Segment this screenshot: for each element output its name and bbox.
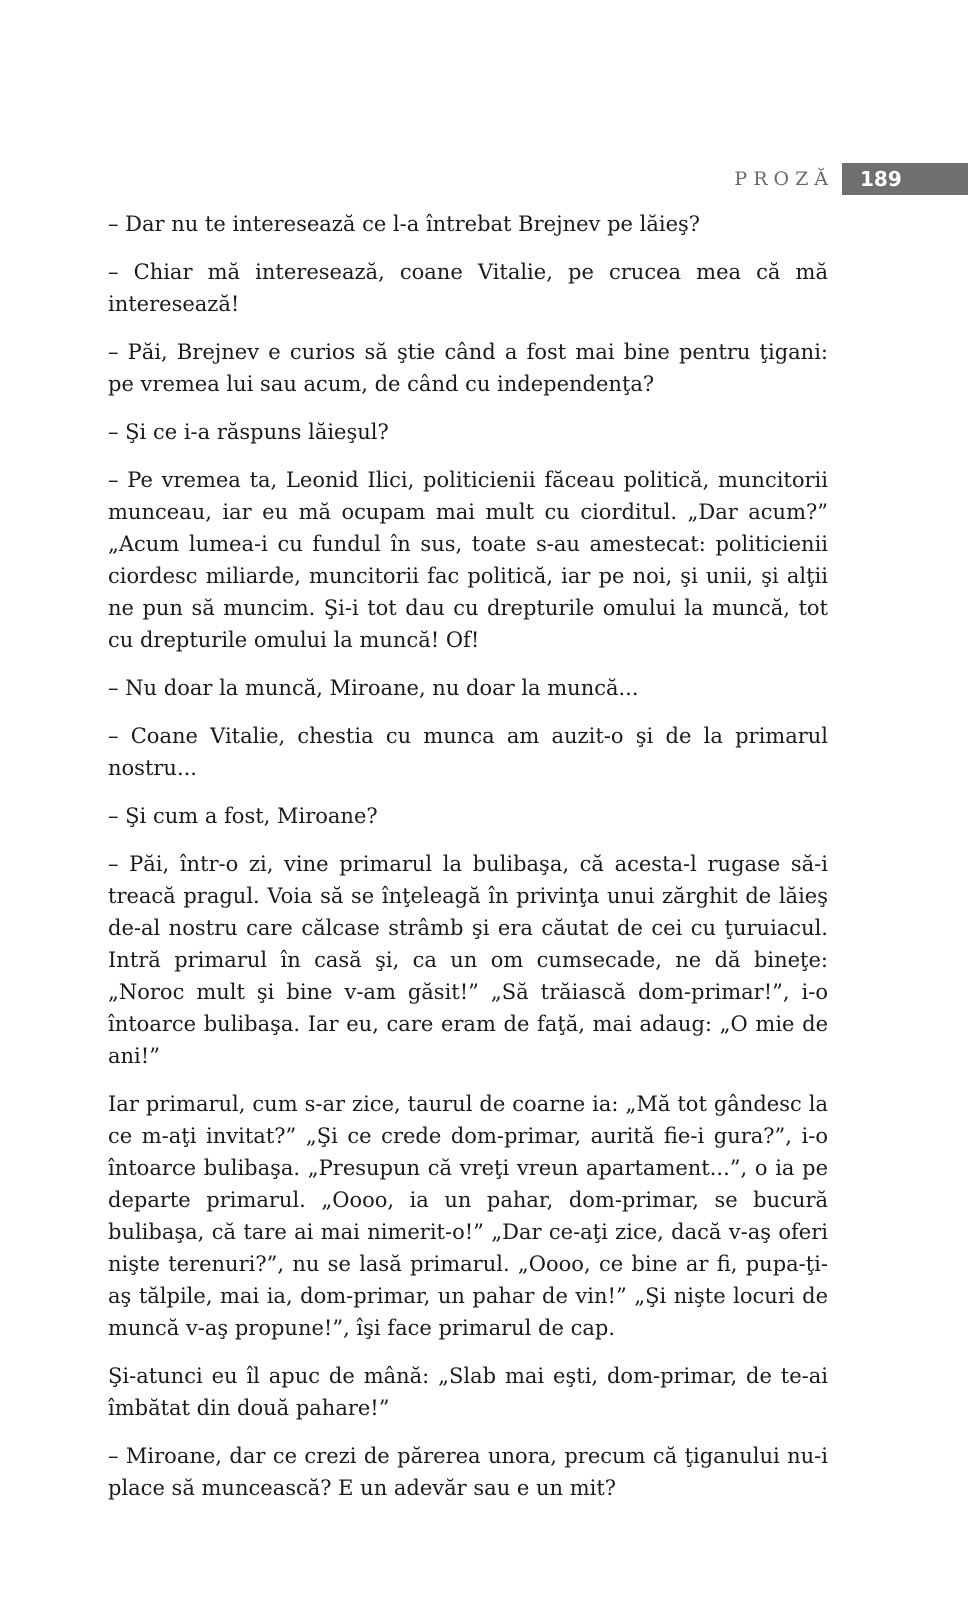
paragraph: – Păi, Brejnev e curios să ştie când a fost mai bine pentru ţigani: pe vremea lui sau acum, de când cu independenţa? xyxy=(108,340,828,396)
paragraph: Şi-atunci eu îl apuc de mână: „Slab mai eşti, dom-primar, de te-ai îmbătat din două pahare!” xyxy=(108,1364,828,1420)
running-head xyxy=(734,163,968,195)
paragraph: – Dar nu te interesează ce l-a întrebat Brejnev pe lăieş? xyxy=(108,212,701,236)
paragraph: – Miroane, dar ce crezi de părerea unora, precum că ţiganului nu-i place să muncească? E un adevăr sau e un mit? xyxy=(108,1444,828,1500)
paragraph: – Şi cum a fost, Miroane? xyxy=(108,804,378,828)
page-number: 189 xyxy=(842,163,968,195)
paragraph: – Chiar mă interesează, coane Vitalie, pe crucea mea că mă interesează! xyxy=(108,260,828,316)
paragraph: – Coane Vitalie, chestia cu munca am auzit-o şi de la primarul nostru... xyxy=(108,724,828,780)
paragraph: – Nu doar la muncă, Miroane, nu doar la muncă... xyxy=(108,676,639,700)
body-text xyxy=(108,208,828,1520)
section-title: PROZĂ xyxy=(734,168,834,190)
paragraph: – Păi, într-o zi, vine primarul la bulibaşa, că acesta-l rugase să-i treacă pragul. Voia să se înţeleagă în privinţa unui zărghit de lăieş de-al nostru care călcase strâmb şi era căutat de cei cu ţuruiacul. Intră primarul în casă şi, ca un om cumsecade, ne dă bineţe: „Noroc mult şi bine v-am găsit!” „Să trăiască dom-primar!”, i-o întoarce bulibaşa. Iar eu, care eram de faţă, mai adaug: „O mie de ani!” xyxy=(108,852,828,1068)
paragraph: – Şi ce i-a răspuns lăieşul? xyxy=(108,420,389,444)
paragraph: – Pe vremea ta, Leonid Ilici, politicienii făceau politică, muncitorii munceau, iar eu mă ocupam mai mult cu ciorditul. „Dar acum?” „Acum lumea-i cu fundul în sus, toate s-au amestecat: politicienii ciordesc miliarde, muncitorii fac politică, iar pe noi, şi unii, şi alţii ne pun să muncim. Şi-i tot dau cu drepturile omului la muncă, tot cu drepturile omului la muncă! Of! xyxy=(108,468,828,652)
paragraph: Iar primarul, cum s-ar zice, taurul de coarne ia: „Mă tot gândesc la ce m-aţi invitat?” „Şi ce crede dom-primar, aurită fie-i gura?”, i-o întoarce bulibaşa. „Presupun că vreţi vreun apartament...”, o ia pe departe primarul. „Oooo, ia un pahar, dom-primar, se bucură bulibaşa, că tare ai mai nimerit-o!” „Dar ce-aţi zice, dacă v-aş oferi nişte terenuri?”, nu se lasă primarul. „Oooo, ce bine ar fi, pupa-ţi-aş tălpile, mai ia, dom-primar, un pahar de vin!” „Şi nişte locuri de muncă v-aş propune!”, îşi face primarul de cap. xyxy=(108,1092,828,1340)
